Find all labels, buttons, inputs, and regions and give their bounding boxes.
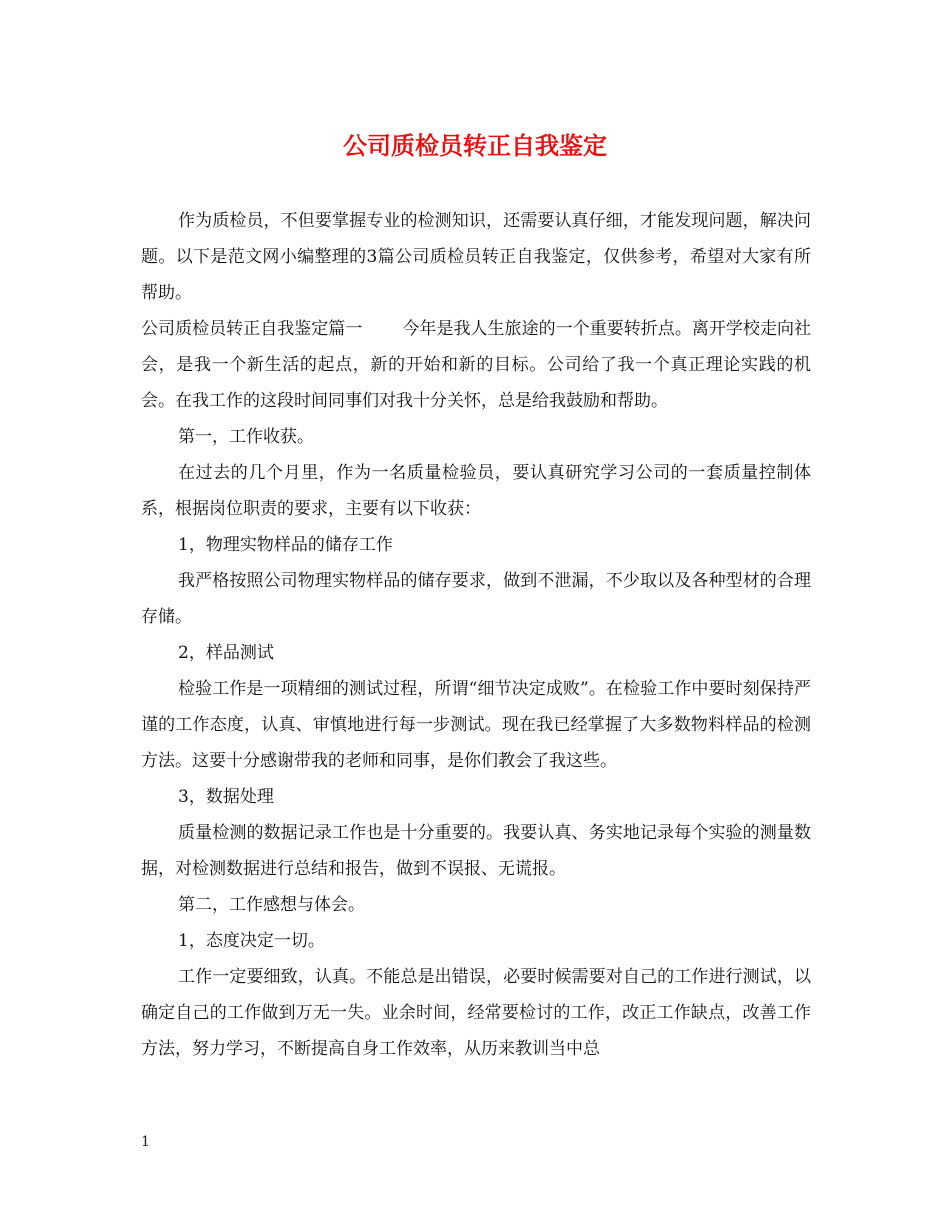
body-paragraph: 在过去的几个月里，作为一名质量检验员，要认真研究学习公司的一套质量控制体系，根据岗位职责的要求，主要有以下收获：	[141, 463, 811, 519]
body-paragraph: 工作一定要细致，认真。不能总是出错误，必要时候需要对自己的工作进行测试，以确定自己的工作做到万无一失。业余时间，经常要检讨的工作，改正工作缺点，改善工作方法，努力学习，不断提高自身工作效率，从历来教训当中总	[141, 967, 811, 1059]
section-heading: 公司质检员转正自我鉴定篇一	[141, 319, 363, 339]
page-number: 1	[141, 1134, 150, 1150]
body-paragraph: 1，物理实物样品的储存工作	[178, 535, 393, 555]
section-paragraph	[141, 311, 811, 419]
body-paragraph: 我严格按照公司物理实物样品的储存要求，做到不泄漏，不少取以及各种型材的合理存储。	[141, 571, 811, 627]
intro-paragraph: 作为质检员，不但要掌握专业的检测知识，还需要认真仔细，才能发现问题，解决问题。以下是范文网小编整理的3篇公司质检员转正自我鉴定，仅供参考，希望对大家有所帮助。	[141, 211, 811, 303]
body-paragraph: 1，态度决定一切。	[178, 931, 325, 951]
body-paragraph: 3，数据处理	[178, 787, 274, 807]
body-paragraph: 第一，工作收获。	[178, 427, 314, 447]
document-body	[141, 203, 811, 1067]
body-paragraph: 2，样品测试	[178, 643, 274, 663]
body-paragraph: 第二，工作感想与体会。	[178, 895, 365, 915]
page-title: 公司质检员转正自我鉴定	[343, 132, 607, 160]
body-paragraph: 检验工作是一项精细的测试过程，所谓“细节决定成败”。在检验工作中要时刻保持严谨的工作态度，认真、审慎地进行每一步测试。现在我已经掌握了大多数物料样品的检测方法。这要十分感谢带我的老师和同事，是你们教会了我这些。	[141, 679, 811, 771]
section-text: 今年是我人生旅途的一个重要转折点。离开学校走向社会，是我一个新生活的起点，新的开始和新的目标。公司给了我一个真正理论实践的机会。在我工作的这段时间同事们对我十分关怀，总是给我鼓励和帮助。	[141, 319, 812, 411]
body-paragraph: 质量检测的数据记录工作也是十分重要的。我要认真、务实地记录每个实验的测量数据，对检测数据进行总结和报告，做到不误报、无谎报。	[141, 823, 811, 879]
